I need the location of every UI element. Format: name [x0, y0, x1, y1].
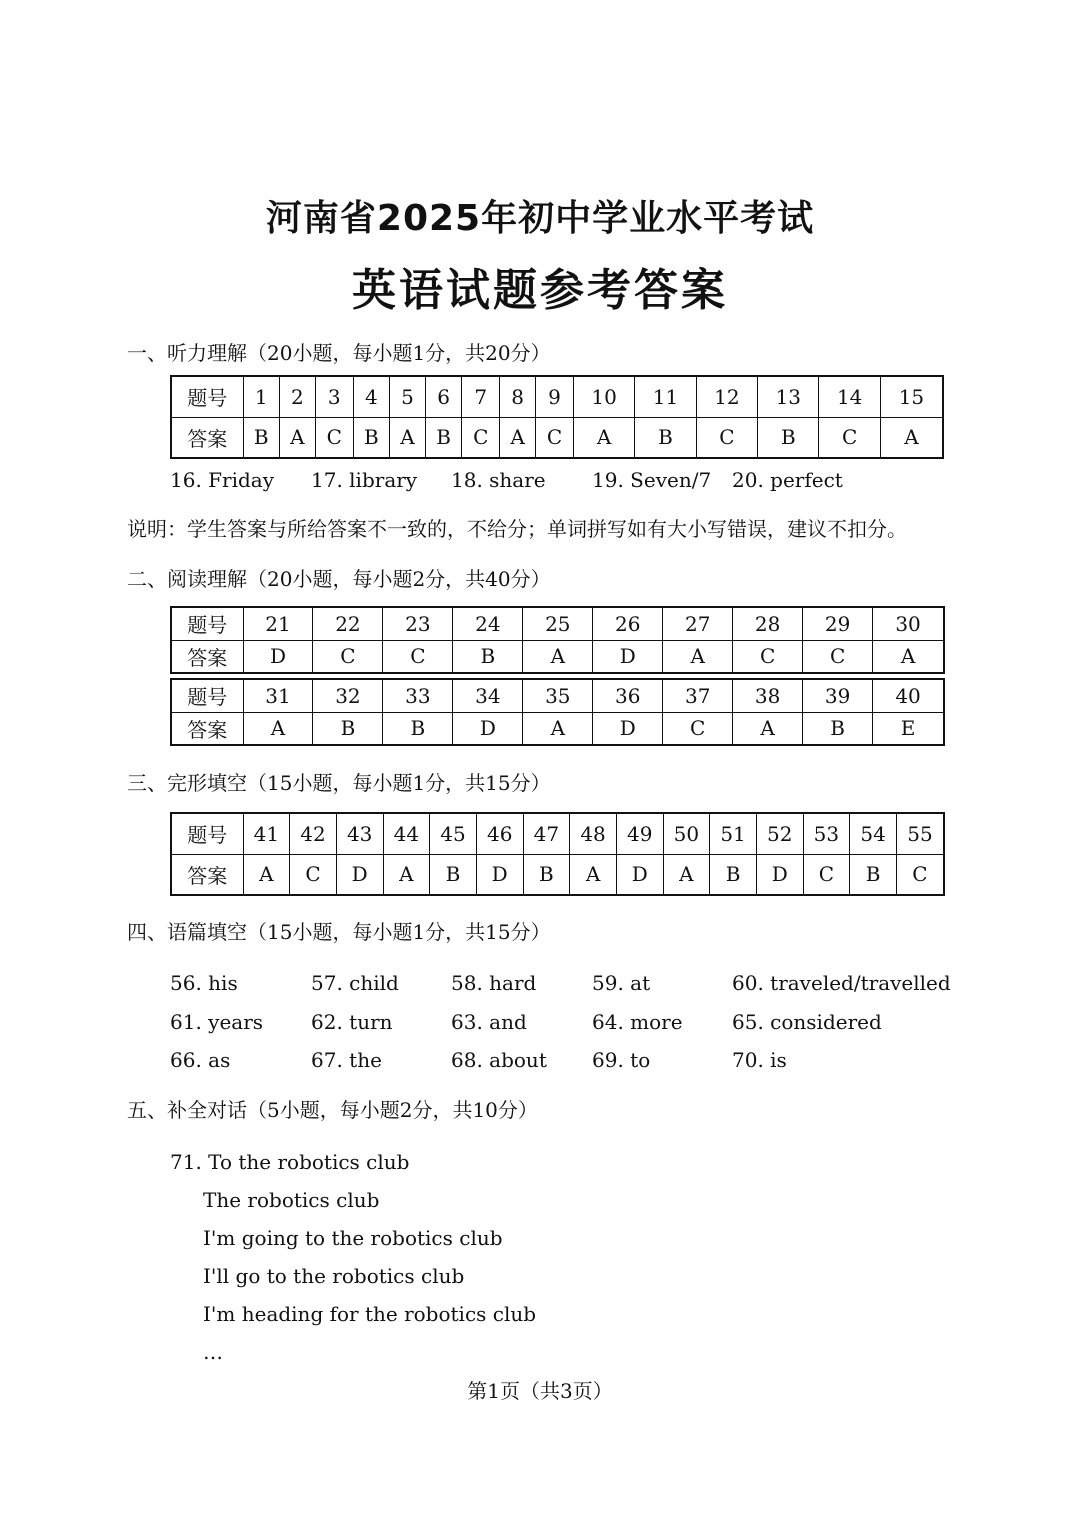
reading-answer-table-b	[170, 678, 945, 746]
answer-cell: A	[733, 712, 803, 745]
answer-cell: B	[430, 854, 477, 895]
question-number-cell: 14	[819, 376, 880, 417]
answer-cell: A	[500, 417, 536, 458]
answer-cell: D	[336, 854, 383, 895]
question-number-cell: 30	[873, 607, 944, 640]
question-number-cell: 52	[756, 813, 803, 854]
fill-answer: 16. Friday	[170, 468, 275, 492]
question-number-cell: 10	[573, 376, 634, 417]
fill-answer: 62. turn	[311, 1010, 393, 1034]
page-subtitle: 英语试题参考答案	[352, 265, 728, 316]
answer-cell: C	[383, 640, 453, 673]
question-number-cell: 21	[243, 607, 313, 640]
question-number-cell: 35	[523, 679, 593, 712]
answer-cell: C	[663, 712, 733, 745]
fill-answer: 18. share	[451, 468, 546, 492]
answer-cell: B	[523, 854, 570, 895]
question-number-cell: 32	[313, 679, 383, 712]
page-title: 河南省2025年初中学业水平考试	[265, 198, 815, 239]
grading-note: 说明：学生答案与所给答案不一致的，不给分；单词拼写如有大小写错误，建议不扣分。	[127, 517, 907, 541]
table-row-numbers	[171, 376, 943, 417]
answer-cell: A	[243, 712, 313, 745]
question-number-cell: 12	[696, 376, 757, 417]
answer-cell: A	[573, 417, 634, 458]
item71-alternative-ellipsis: …	[203, 1340, 223, 1364]
fill-answer: 65. considered	[732, 1010, 882, 1034]
answer-cell: C	[819, 417, 880, 458]
answer-cell: D	[616, 854, 663, 895]
question-number-cell: 51	[710, 813, 757, 854]
answer-cell: D	[593, 640, 663, 673]
fill-answer: 69. to	[592, 1048, 651, 1072]
fill-answer: 59. at	[592, 971, 651, 995]
question-number-cell: 42	[290, 813, 337, 854]
answer-cell: A	[390, 417, 426, 458]
answer-cell: A	[523, 640, 593, 673]
answer-cell: B	[353, 417, 389, 458]
question-number-cell: 34	[453, 679, 523, 712]
fill-answer: 56. his	[170, 971, 238, 995]
table-row-answers	[171, 712, 944, 745]
answer-cell: C	[462, 417, 500, 458]
answer-cell: D	[756, 854, 803, 895]
question-number-cell: 24	[453, 607, 523, 640]
question-number-cell: 48	[570, 813, 617, 854]
question-number-cell: 28	[733, 607, 803, 640]
answer-cell: C	[733, 640, 803, 673]
question-number-cell: 33	[383, 679, 453, 712]
question-number-cell: 15	[880, 376, 943, 417]
item71-answer: 71. To the robotics club	[170, 1150, 410, 1174]
answer-cell: B	[453, 640, 523, 673]
section1-heading: 一、听力理解（20小题，每小题1分，共20分）	[127, 341, 551, 365]
fill-answer: 17. library	[311, 468, 418, 492]
answer-cell: A	[663, 854, 710, 895]
answer-cell: A	[383, 854, 430, 895]
answer-cell: D	[243, 640, 313, 673]
cloze-answer-table	[170, 812, 945, 896]
listening-answer-table	[170, 375, 944, 459]
item71-alternative: I'm going to the robotics club	[203, 1226, 503, 1250]
section5-heading: 五、补全对话（5小题，每小题2分，共10分）	[127, 1098, 538, 1122]
answer-cell: A	[279, 417, 315, 458]
table-row-numbers	[171, 813, 944, 854]
answer-cell: C	[536, 417, 574, 458]
fill-answer: 61. years	[170, 1010, 264, 1034]
fill-answer: 70. is	[732, 1048, 787, 1072]
answer-cell: C	[315, 417, 353, 458]
question-number-cell: 13	[758, 376, 819, 417]
question-number-cell: 3	[315, 376, 353, 417]
answer-cell: B	[635, 417, 696, 458]
table-row-answers	[171, 640, 944, 673]
fill-answer: 67. the	[311, 1048, 382, 1072]
answer-cell: B	[313, 712, 383, 745]
fill-answer: 19. Seven/7	[592, 468, 712, 492]
section4-heading: 四、语篇填空（15小题，每小题1分，共15分）	[127, 920, 551, 944]
question-number-cell: 22	[313, 607, 383, 640]
fill-answer: 60. traveled/travelled	[732, 971, 951, 995]
question-number-cell: 50	[663, 813, 710, 854]
question-number-cell: 31	[243, 679, 313, 712]
item71-alternative: I'll go to the robotics club	[203, 1264, 465, 1288]
answer-cell: A	[523, 712, 593, 745]
answer-cell: A	[873, 640, 944, 673]
question-number-cell: 1	[243, 376, 279, 417]
fill-answer: 20. perfect	[732, 468, 843, 492]
row-label-number: 题号	[171, 679, 243, 712]
question-number-cell: 11	[635, 376, 696, 417]
question-number-cell: 8	[500, 376, 536, 417]
answer-cell: D	[593, 712, 663, 745]
answer-cell: B	[850, 854, 897, 895]
question-number-cell: 7	[462, 376, 500, 417]
answer-cell: B	[710, 854, 757, 895]
answer-cell: A	[243, 854, 290, 895]
answer-cell: D	[476, 854, 523, 895]
fill-answer: 58. hard	[451, 971, 537, 995]
reading-answer-table-a	[170, 606, 945, 674]
fill-answer: 63. and	[451, 1010, 527, 1034]
answer-cell: B	[803, 712, 873, 745]
question-number-cell: 55	[896, 813, 944, 854]
answer-cell: D	[453, 712, 523, 745]
item71-alternative: The robotics club	[203, 1188, 380, 1212]
row-label-number: 题号	[171, 607, 243, 640]
fill-answer: 68. about	[451, 1048, 547, 1072]
question-number-cell: 49	[616, 813, 663, 854]
question-number-cell: 2	[279, 376, 315, 417]
question-number-cell: 26	[593, 607, 663, 640]
row-label-answer: 答案	[171, 854, 243, 895]
table-row-answers	[171, 417, 943, 458]
row-label-answer: 答案	[171, 712, 243, 745]
question-number-cell: 45	[430, 813, 477, 854]
row-label-answer: 答案	[171, 417, 243, 458]
question-number-cell: 27	[663, 607, 733, 640]
fill-answer: 66. as	[170, 1048, 231, 1072]
answer-cell: A	[880, 417, 943, 458]
row-label-number: 题号	[171, 376, 243, 417]
table-row-numbers	[171, 607, 944, 640]
answer-cell: B	[758, 417, 819, 458]
page-footer: 第1页（共3页）	[467, 1379, 613, 1403]
question-number-cell: 36	[593, 679, 663, 712]
answer-cell: B	[425, 417, 461, 458]
question-number-cell: 4	[353, 376, 389, 417]
question-number-cell: 47	[523, 813, 570, 854]
fill-answer: 64. more	[592, 1010, 683, 1034]
question-number-cell: 37	[663, 679, 733, 712]
table-row-numbers	[171, 679, 944, 712]
question-number-cell: 5	[390, 376, 426, 417]
answer-cell: C	[696, 417, 757, 458]
answer-cell: A	[663, 640, 733, 673]
row-label-number: 题号	[171, 813, 243, 854]
answer-cell: C	[290, 854, 337, 895]
row-label-answer: 答案	[171, 640, 243, 673]
question-number-cell: 25	[523, 607, 593, 640]
answer-cell: E	[873, 712, 944, 745]
question-number-cell: 38	[733, 679, 803, 712]
section2-heading: 二、阅读理解（20小题，每小题2分，共40分）	[127, 567, 551, 591]
answer-cell: C	[896, 854, 944, 895]
answer-cell: B	[383, 712, 453, 745]
question-number-cell: 43	[336, 813, 383, 854]
section3-heading: 三、完形填空（15小题，每小题1分，共15分）	[127, 771, 551, 795]
answer-cell: A	[570, 854, 617, 895]
fill-answer: 57. child	[311, 971, 399, 995]
question-number-cell: 40	[873, 679, 944, 712]
question-number-cell: 46	[476, 813, 523, 854]
question-number-cell: 9	[536, 376, 574, 417]
question-number-cell: 41	[243, 813, 290, 854]
question-number-cell: 44	[383, 813, 430, 854]
answer-cell: C	[313, 640, 383, 673]
question-number-cell: 23	[383, 607, 453, 640]
item71-alternative: I'm heading for the robotics club	[203, 1302, 537, 1326]
question-number-cell: 29	[803, 607, 873, 640]
answer-cell: B	[243, 417, 279, 458]
answer-cell: C	[803, 640, 873, 673]
question-number-cell: 6	[425, 376, 461, 417]
question-number-cell: 39	[803, 679, 873, 712]
question-number-cell: 53	[803, 813, 850, 854]
answer-cell: C	[803, 854, 850, 895]
question-number-cell: 54	[850, 813, 897, 854]
table-row-answers	[171, 854, 944, 895]
